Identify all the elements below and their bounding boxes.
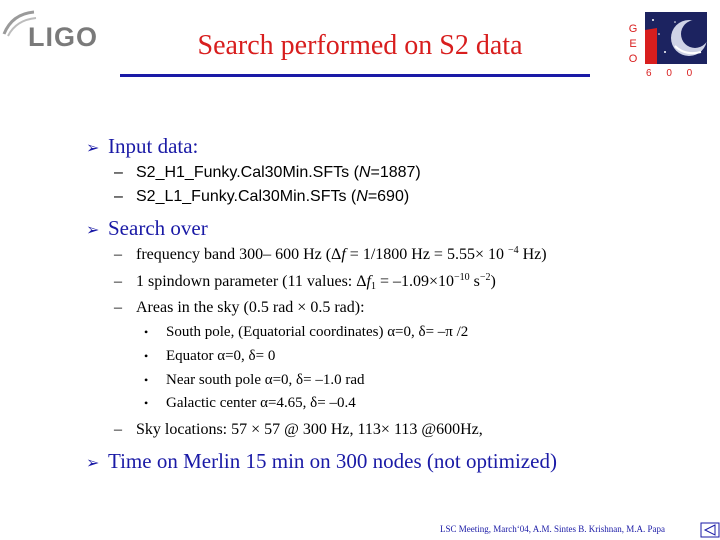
sky-areas-item: – Areas in the sky (0.5 rad × 0.5 rad): bbox=[114, 299, 365, 316]
sky-locations-item: – Sky locations: 57 × 57 @ 300 Hz, 113× 113 @600Hz, bbox=[114, 421, 483, 438]
geo-logo-icon bbox=[645, 12, 707, 64]
geo-letter-e: E bbox=[629, 38, 637, 50]
geo-logo-number: 6 0 0 bbox=[646, 68, 699, 79]
list-item: – S2_L1_Funky.Cal30Min.SFTs (N=690) bbox=[114, 188, 410, 205]
time-line bbox=[86, 449, 557, 474]
sky-item: • South pole, (Equatorial coordinates) α=0, δ= –π /2 bbox=[144, 324, 469, 340]
list-item: – S2_H1_Funky.Cal30Min.SFTs (N=1887) bbox=[114, 164, 421, 181]
sky-item: • Galactic center α=4.65, δ= –0.4 bbox=[144, 395, 356, 411]
title-divider bbox=[120, 74, 590, 77]
sky-item: • Near south pole α=0, δ= –1.0 rad bbox=[144, 372, 365, 388]
spindown-item: – 1 spindown parameter (11 values: $\Delta f_1 = -1.09\times 10^{-10}$ $s^{-2}$) bbox=[114, 272, 496, 292]
ligo-logo: LIGO bbox=[28, 22, 98, 52]
frequency-band-item: – frequency band 300– 600 Hz (Δf = 1/1800 Hz = 5.55× 10 $^{-4}$ Hz) bbox=[114, 245, 547, 263]
geo-letter-o: O bbox=[628, 53, 638, 65]
arrow-bullet-icon: ➢ bbox=[86, 222, 100, 239]
page-title: Search performed on S2 data bbox=[197, 30, 523, 61]
geo-letter-g: G bbox=[628, 23, 638, 35]
footer-credit: LSC Meeting, March‘04, A.M. Sintes B. Krishnan, M.A. Papa bbox=[440, 524, 665, 534]
geo-logo-letters bbox=[626, 22, 640, 67]
time-text: Time on Merlin 15 min on 300 nodes (not optimized) bbox=[108, 449, 557, 473]
search-heading: Search over bbox=[108, 216, 208, 240]
input-heading: Input data: bbox=[108, 134, 199, 158]
search-heading-line bbox=[86, 216, 208, 241]
input-heading-line bbox=[86, 134, 198, 159]
arrow-bullet-icon: ➢ bbox=[86, 140, 100, 157]
sky-item: • Equator α=0, δ= 0 bbox=[144, 348, 276, 364]
back-nav-icon[interactable] bbox=[700, 522, 720, 538]
arrow-bullet-icon: ➢ bbox=[86, 455, 100, 472]
